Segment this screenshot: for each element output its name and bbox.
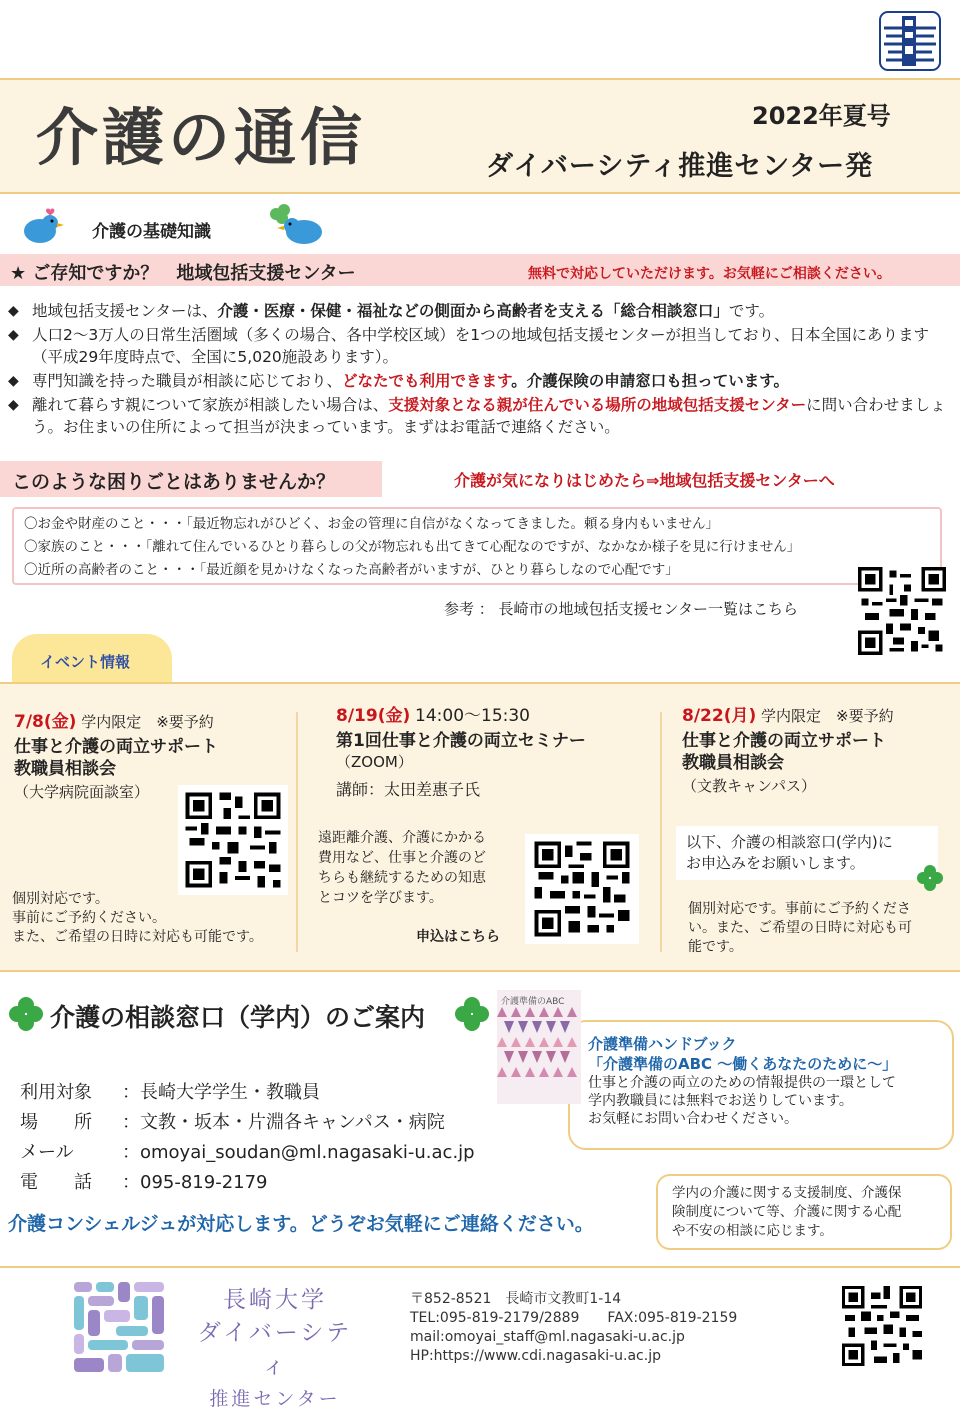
event-place: （文教キャンパス） [682, 777, 816, 795]
page-subtitle: ダイバーシティ推進センター発 [486, 151, 874, 182]
info-row: 利用対象 ：長崎大学学生・教職員 [20, 1082, 320, 1103]
info-row: メール ：omoyai_soudan@ml.nagasaki-u.ac.jp [20, 1138, 475, 1168]
event-apply-note: 以下、介護の相談窓口(学内)に お申込みをお願いします。 [676, 826, 938, 880]
event-card-3: 8/22(月) 学内限定 ※要予約 仕事と介護の両立サポート 教職員相談会 （文教キャンパス） [682, 706, 952, 796]
divider [660, 712, 662, 952]
events-tab-label: イベント情報 [40, 653, 131, 671]
clover-icon [452, 994, 492, 1034]
info-row: 場 所 ：文教・坂本・片淵各キャンパス・病院 [20, 1112, 445, 1133]
event-card-1: 7/8(金) 学内限定 ※要予約 仕事と介護の両立サポート 教職員相談会 （大学病院面談室） [14, 712, 294, 802]
bullet-item: ◆ 人口2～3万人の日常生活圏域（多くの場合、各中学校区域）を1つの地域包括支援センターが担当しており、日本全国にあります（平成29年度時点で、全国に5,020施設あります）。 [8, 324, 952, 368]
footer-address: 〒852-8521 長崎市文教町1-14 [410, 1291, 622, 1307]
footer-mail[interactable]: mail:omoyai_staff@ml.nagasaki-u.ac.jp [410, 1329, 685, 1345]
support-box: 学内の介護に関する支援制度、介護保 険制度について等、介護に関する心配 や不安の相談に応じます。 [656, 1174, 952, 1250]
concierge-note: 介護コンシェルジュが対応します。どうぞお気軽にご連絡ください。 [8, 1213, 594, 1235]
event-place: （ZOOM） [336, 753, 413, 771]
event-description: 遠距離介護、介護にかかる 費用など、仕事と介護のど ちらも継続するための知恵 とコツを学びます。 [318, 830, 486, 906]
quote-box [12, 507, 942, 585]
footer-divider [0, 1266, 960, 1268]
consult-info [20, 1078, 475, 1198]
info-row: 電 話 ：095-819-2179 [20, 1172, 268, 1193]
consult-title: 介護の相談窓口（学内）のご案内 [50, 1003, 426, 1032]
triangle-pattern-icon [497, 1007, 581, 1097]
quote-item: 〇家族のこと・・・「離れて住んでいるひとり暮らしの父が物忘れも出てきて心配なのですが、なかなか様子を見に行けません」 [24, 539, 801, 555]
qr-code-icon[interactable] [178, 785, 288, 895]
center-logo-icon [72, 1280, 168, 1376]
trouble-note: 介護が気になりはじめたら⇒地域包括支援センターへ [454, 471, 835, 490]
qr-code-icon[interactable] [858, 567, 946, 655]
handbook-cover: 介護準備のABC [497, 990, 581, 1104]
event-title: 仕事と介護の両立サポート [682, 731, 886, 751]
event-date: 8/22(月) [682, 706, 757, 726]
footer-hp[interactable]: HP:https://www.cdi.nagasaki-u.ac.jp [410, 1348, 661, 1364]
event-title: 教職員相談会 [682, 753, 784, 773]
handbook-text: 介護準備ハンドブック 「介護準備のABC ～働くあなたのために～」 仕事と介護の両立のための情報提供の一環として 学内教職員には無料でお送りしています。 お気軽にお問い合わせください。 [588, 1035, 898, 1127]
reference-link[interactable]: 参考 ： 長崎市の地域包括支援センター一覧はこちら [444, 600, 798, 618]
event-place: （大学病院面談室） [14, 783, 150, 801]
trouble-title: このような困りごとはありませんか？ [12, 471, 336, 493]
event-title: 仕事と介護の両立サポート [14, 737, 218, 757]
email-link[interactable]: omoyai_soudan@ml.nagasaki-u.ac.jp [140, 1142, 475, 1163]
divider [296, 712, 298, 952]
footer-tel: TEL:095-819-2179/2889 FAX:095-819-2159 [410, 1310, 738, 1326]
quote-item: 〇お金や財産のこと・・・「最近物忘れがひどく、お金の管理に自信がなくなってきました。頼る身内もいません」 [24, 516, 719, 532]
section-label-basics: 介護の基礎知識 [92, 222, 211, 242]
qr-code-icon[interactable] [842, 1284, 922, 1368]
center-name: 長崎大学 ダイバーシティ 推進センター [197, 1287, 353, 1410]
clover-icon [914, 862, 946, 894]
page-title: 介護の通信 [36, 101, 367, 174]
bullet-list [8, 300, 952, 440]
event-date: 8/19(金) [336, 706, 411, 726]
clover-icon [6, 994, 46, 1034]
footer-contact [410, 1290, 737, 1366]
bullet-item: ◆ 離れて暮らす親について家族が相談したい場合は、支援対象となる親が住んでいる場所の地域包括支援センターに問い合わせましょう。お住まいの住所によって担当が決まっています。まずはお電話で連絡ください。 [8, 394, 952, 438]
event-title: 第1回仕事と介護の両立セミナー [336, 731, 586, 751]
section-note-free: 無料で対応していただけます。お気軽にご相談ください。 [528, 266, 891, 282]
issue-label: 2022年夏号 [752, 102, 891, 130]
apply-link[interactable]: 申込はこちら [416, 929, 500, 945]
bird-icon [262, 200, 330, 248]
university-logo-icon [878, 10, 942, 72]
event-title: 教職員相談会 [14, 759, 116, 779]
quote-item: 〇近所の高齢者のこと・・・「最近顔を見かけなくなった高齢者がいますが、ひとり暮らしなので心配です」 [24, 562, 679, 578]
bullet-item: ◆ 専門知識を持った職員が相談に応じており、どなたでも利用できます。介護保険の申請窓口も担っています。 [8, 370, 952, 392]
event-lecturer: 講師：太田差惠子氏 [336, 780, 481, 799]
event-card-2: 8/19(金) 14:00～15:30 第1回仕事と介護の両立セミナー （ZOOM） 講師：太田差惠子氏 [336, 706, 656, 800]
bullet-item: ◆ 地域包括支援センターは、介護・医療・保健・福祉などの側面から高齢者を支える「総合相談窓口」です。 [8, 300, 952, 322]
bird-icon [16, 205, 72, 247]
event-note: 個別対応です。事前にご予約くださ い。また、ご希望の日時に対応も可 能です。 [688, 901, 912, 955]
event-note: 個別対応です。 事前にご予約ください。 また、ご希望の日時に対応も可能です。 [12, 891, 263, 945]
section-title-center: ★ ご存知ですか？ 地域包括支援センター [10, 263, 356, 284]
event-date: 7/8(金) [14, 712, 77, 732]
qr-code-icon[interactable] [525, 834, 639, 944]
